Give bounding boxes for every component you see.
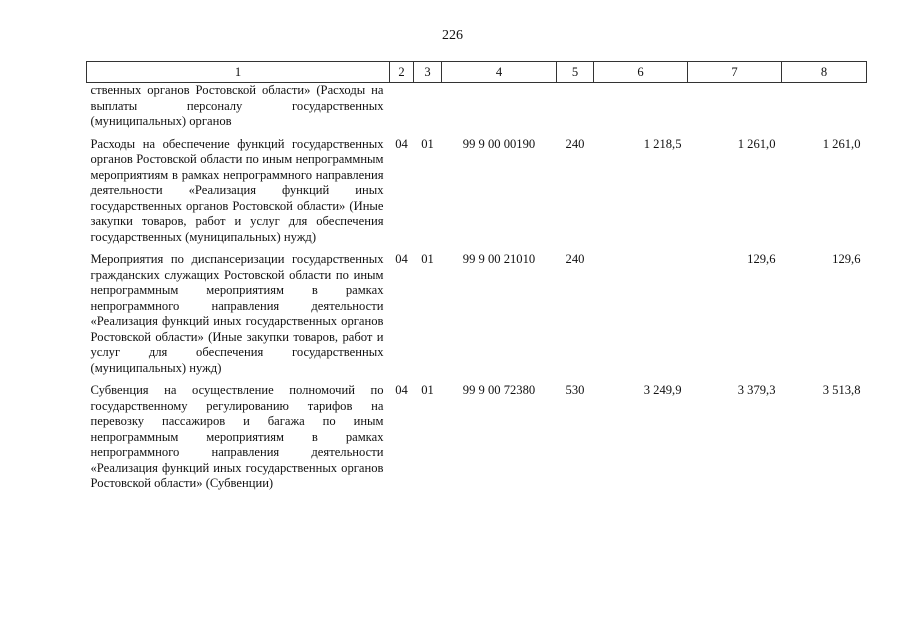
cell-csr: 99 9 00 72380 xyxy=(462,383,536,397)
column-header: 4 xyxy=(442,62,557,83)
column-header: 1 xyxy=(87,62,390,83)
cell-csr: 99 9 00 21010 xyxy=(462,252,536,266)
column-header: 3 xyxy=(414,62,442,83)
cell-csr: 99 9 00 00190 xyxy=(462,136,536,151)
column-header: 6 xyxy=(594,62,688,83)
row-description: Расходы на обеспечение функций государственных органов Ростовской области по иным непрограммным мероприятиям в рамках непрограммного направления деятельности «Реализация функций иных государственных органов Ростовской области» (Иные закупки товаров, работ и услуг для обеспечения государственных (муниципальных) нужд) xyxy=(90,136,384,244)
budget-table xyxy=(86,61,867,499)
cell-year2: 3 379,3 xyxy=(737,383,776,397)
cell-year1: 1 218,5 xyxy=(643,136,682,151)
cell-vr: 240 xyxy=(565,252,585,266)
cell-year2 xyxy=(688,83,782,137)
cell-year3 xyxy=(782,83,867,137)
table-row xyxy=(87,137,867,253)
cell-rz: 04 xyxy=(395,136,408,151)
cell-rz: 04 xyxy=(395,252,408,266)
cell-year3: 1 261,0 xyxy=(822,136,861,151)
cell-pr: 01 xyxy=(421,136,434,151)
table-row xyxy=(87,383,867,499)
table-row xyxy=(87,252,867,383)
column-header: 8 xyxy=(782,62,867,83)
cell-vr xyxy=(557,83,594,137)
cell-year1 xyxy=(594,252,688,383)
cell-rz xyxy=(390,83,414,137)
cell-year1 xyxy=(594,83,688,137)
row-description: ственных органов Ростовской области» (Расходы на выплаты персоналу государственных (муниципальных) органов xyxy=(90,83,384,128)
cell-vr: 530 xyxy=(565,383,585,397)
column-header: 5 xyxy=(557,62,594,83)
cell-rz: 04 xyxy=(395,383,408,397)
row-description: Субвенция на осуществление полномочий по государственному регулированию тарифов на перевозку пассажиров и багажа по иным непрограммным мероприятиям в рамках непрограммного направления деятельности «Реализация функций иных государственных органов Ростовской области» (Субвенции) xyxy=(90,383,384,490)
cell-year3: 129,6 xyxy=(832,252,861,266)
cell-pr: 01 xyxy=(421,383,434,397)
cell-year2: 129,6 xyxy=(747,252,776,266)
cell-year2: 1 261,0 xyxy=(737,136,776,151)
page-number: 226 xyxy=(442,28,463,43)
cell-vr: 240 xyxy=(565,136,585,151)
cell-year1: 3 249,9 xyxy=(643,383,682,397)
cell-pr xyxy=(414,83,442,137)
cell-year3: 3 513,8 xyxy=(822,383,861,397)
cell-csr xyxy=(442,83,557,137)
header-row xyxy=(87,62,867,83)
column-header: 7 xyxy=(688,62,782,83)
table-row xyxy=(87,83,867,137)
column-header: 2 xyxy=(390,62,414,83)
row-description: Мероприятия по диспансеризации государственных гражданских служащих Ростовской области по иным непрограммным мероприятиям в рамках непрограммного направления деятельности «Реализация функций иных государственных органов Ростовской области» (Иные закупки товаров, работ и услуг для обеспечения государственных (муниципальных) нужд) xyxy=(90,252,384,375)
cell-pr: 01 xyxy=(421,252,434,266)
